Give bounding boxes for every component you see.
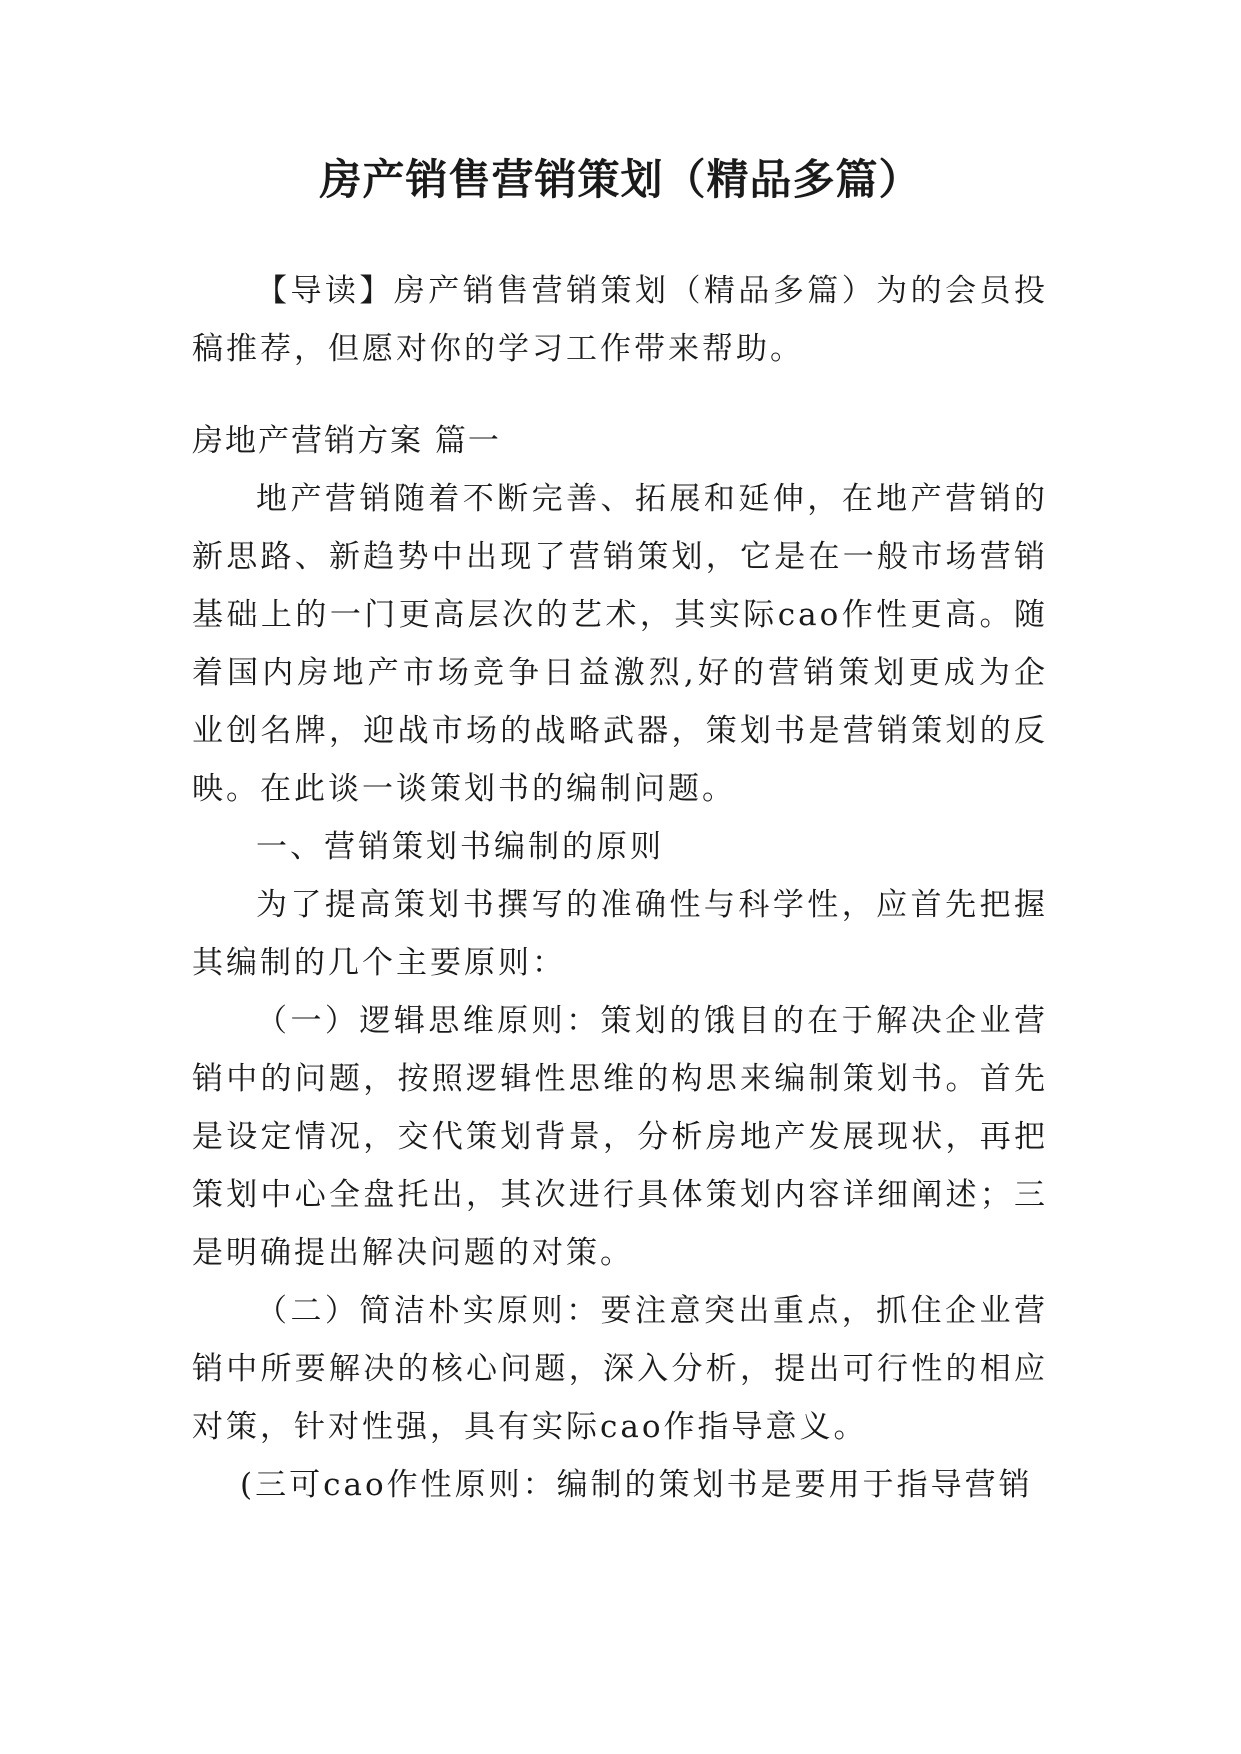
section-block [192,412,1048,1514]
intro-paragraph: 【导读】房产销售营销策划（精品多篇）为的会员投稿推荐，但愿对你的学习工作带来帮助。 [192,273,1048,367]
principle-item: （一）逻辑思维原则：策划的饿目的在于解决企业营销中的问题，按照逻辑性思维的构思来编制策划书。首先是设定情况，交代策划背景，分析房地产发展现状，再把策划中心全盘托出，其次进行具体策划内容详细阐述；三是明确提出解决问题的对策。 [192,1003,1048,1271]
principle-item: （二）简洁朴实原则：要注意突出重点，抓住企业营销中所要解决的核心问题，深入分析，提出可行性的相应对策，针对性强，具有实际cao作指导意义。 [192,1293,1048,1445]
document-title: 房产销售营销策划（精品多篇） [319,155,922,204]
body-paragraph: 地产营销随着不断完善、拓展和延伸，在地产营销的新思路、新趋势中出现了营销策划，它是在一般市场营销基础上的一门更高层次的艺术，其实际cao作性更高。随着国内房地产市场竞争日益激烈,好的营销策划更成为企业创名牌，迎战市场的战略武器，策划书是营销策划的反映。在此谈一谈策划书的编制问题。 [192,481,1048,807]
subheading-principles: 一、营销策划书编制的原则 [256,829,664,865]
section-heading: 房地产营销方案 篇一 [192,423,501,459]
intro-block [192,262,1048,378]
principle-item: (三可cao作性原则：编制的策划书是要用于指导营销 [240,1467,1033,1503]
body-paragraph: 为了提高策划书撰写的准确性与科学性，应首先把握其编制的几个主要原则： [192,887,1048,981]
